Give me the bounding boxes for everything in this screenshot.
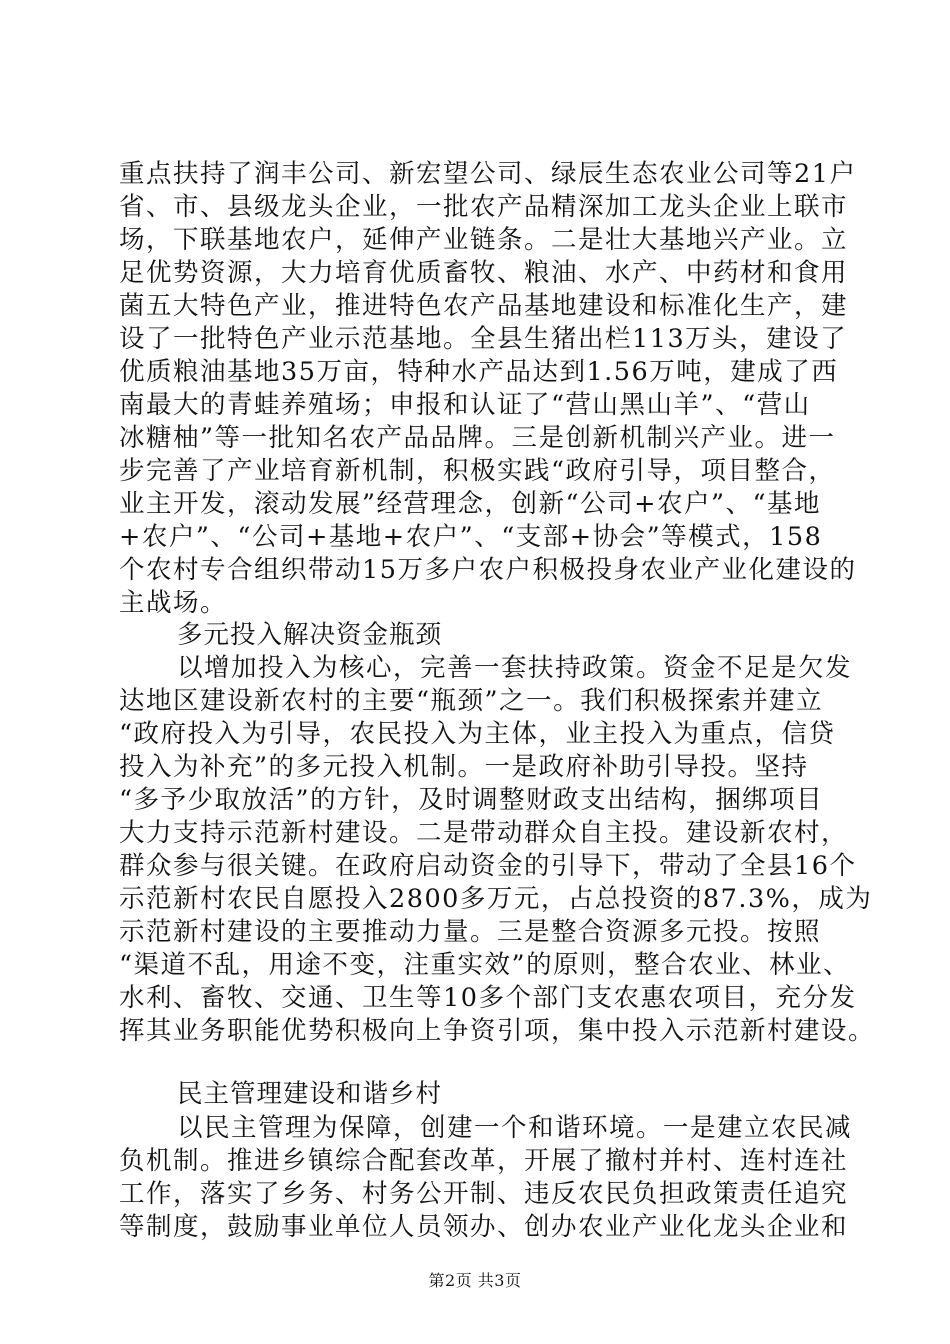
text-line: 主战场。 xyxy=(119,588,228,618)
text-line: “多予少取放活”的方针，及时调整财政支出结构，捆绑项目 xyxy=(119,785,824,815)
text-line: 大力支持示范新村建设。二是带动群众自主投。建设新农村， xyxy=(119,818,849,848)
text-line: 投入为补充”的多元投入机制。一是政府补助引导投。坚持 xyxy=(119,752,809,782)
text-line: 足优势资源，大力培育优质畜牧、粮油、水产、中药材和食用 xyxy=(119,258,849,288)
text-line: 场，下联基地农户，延伸产业链条。二是壮大基地兴产业。立 xyxy=(119,225,849,255)
text-line: 南最大的青蛙养殖场；申报和认证了“营山黑山羊”、“营山 xyxy=(119,390,811,420)
text-line: 优质粮油基地35万亩，特种水产品达到1.56万吨，建成了西 xyxy=(119,357,839,387)
text-line: 冰糖柚”等一批知名农产品品牌。三是创新机制兴产业。进一 xyxy=(119,423,836,453)
text-line: 达地区建设新农村的主要“瓶颈”之一。我们积极探索并建立 xyxy=(119,686,824,716)
text-line: “政府投入为引导，农民投入为主体，业主投入为重点，信贷 xyxy=(119,719,836,749)
text-line: 业主开发，滚动发展”经营理念，创新“公司+农户”、“基地 xyxy=(119,489,822,519)
text-line: 水利、畜牧、交通、卫生等10多个部门支农惠农项目，充分发 xyxy=(119,983,857,1013)
section-heading: 多元投入解决资金瓶颈 xyxy=(177,620,443,650)
text-line: 示范新村建设的主要推动力量。三是整合资源多元投。按照 xyxy=(119,917,822,947)
text-line: 负机制。推进乡镇综合配套改革，开展了撤村并村、连村连社 xyxy=(119,1146,849,1176)
text-line: 以增加投入为核心，完善一套扶持政策。资金不足是欠发 xyxy=(177,653,853,683)
text-line: 个农村专合组织带动15万多户农户积极投身农业产业化建设的 xyxy=(119,555,857,585)
text-line: 等制度，鼓励事业单位人员领办、创办农业产业化龙头企业和 xyxy=(119,1212,849,1242)
text-line: 示范新村农民自愿投入2800多万元，占总投资的87.3%，成为 xyxy=(119,884,873,914)
text-line: 步完善了产业培育新机制，积极实践“政府引导，项目整合， xyxy=(119,456,836,486)
text-line: +农户”、“公司+基地+农户”、“支部+协会”等模式，158 xyxy=(119,522,823,552)
text-line: “渠道不乱，用途不变，注重实效”的原则，整合农业、林业、 xyxy=(119,950,851,980)
text-line: 工作，落实了乡务、村务公开制、违反农民负担政策责任追究 xyxy=(119,1179,849,1209)
page-footer: 第2页 共3页 xyxy=(428,1271,522,1290)
text-line: 设了一批特色产业示范基地。全县生猪出栏113万头，建设了 xyxy=(119,324,848,354)
section-heading: 民主管理建设和谐乡村 xyxy=(177,1079,443,1109)
text-line: 群众参与很关键。在政府启动资金的引导下，带动了全县16个 xyxy=(119,851,857,881)
text-line: 菌五大特色产业，推进特色农产品基地建设和标准化生产，建 xyxy=(119,291,849,321)
text-line: 挥其业务职能优势积极向上争资引项，集中投入示范新村建设。 xyxy=(119,1016,876,1046)
text-line: 重点扶持了润丰公司、新宏望公司、绿辰生态农业公司等21户 xyxy=(119,159,857,189)
text-line: 省、市、县级龙头企业，一批农产品精深加工龙头企业上联市 xyxy=(119,192,849,222)
text-line: 以民主管理为保障，创建一个和谐环境。一是建立农民减 xyxy=(177,1113,853,1143)
